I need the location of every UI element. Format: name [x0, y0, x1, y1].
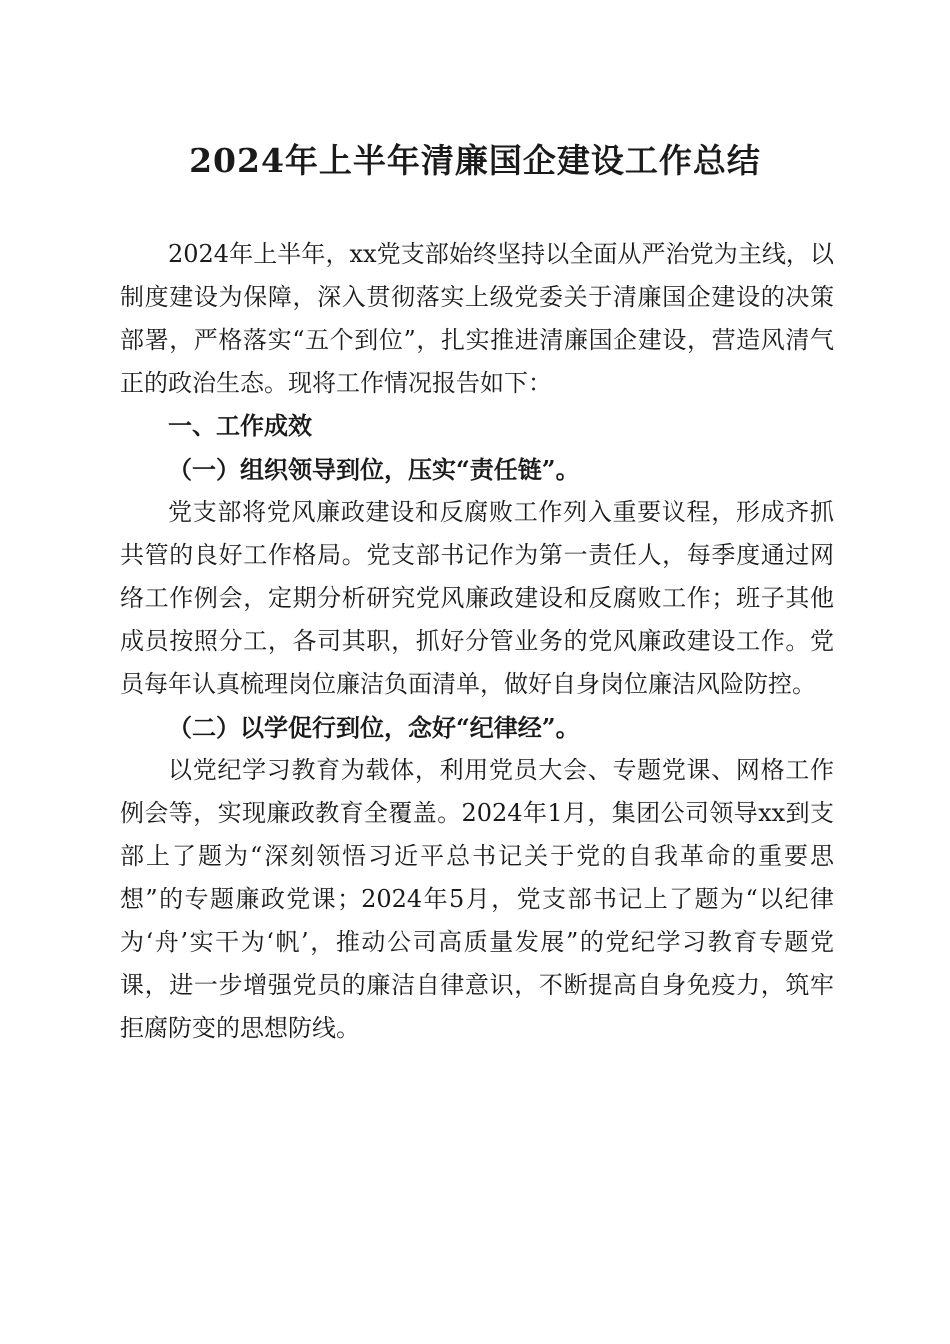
body-paragraph: 以党纪学习教育为载体，利用党员大会、专题党课、网格工作例会等，实现廉政教育全覆盖。2024年1月，集团公司领导xx到支部上了题为“深刻领悟习近平总书记关于党的自我革命的重要思想”的专题廉政党课；2024年5月，党支部书记上了题为“以纪律为‘舟’实干为‘帆’，推动公司高质量发展”的党纪学习教育专题党课，进一步增强党员的廉洁自律意识，不断提高自身免疫力，筑牢拒腐防变的思想防线。	[120, 756, 834, 1042]
body-paragraph: 党支部将党风廉政建设和反腐败工作列入重要议程，形成齐抓共管的良好工作格局。党支部书记作为第一责任人，每季度通过网络工作例会，定期分析研究党风廉政建设和反腐败工作；班子其他成员按照分工，各司其职，抓好分管业务的党风廉政建设工作。党员每年认真梳理岗位廉洁负面清单，做好自身岗位廉洁风险防控。	[120, 498, 834, 698]
section-heading: 一、工作成效	[168, 412, 312, 440]
subsection-heading: （二）以学促行到位，念好“纪律经”。	[168, 713, 580, 742]
document-title: 2024年上半年清廉国企建设工作总结	[189, 141, 761, 180]
intro-paragraph: 2024年上半年，xx党支部始终坚持以全面从严治党为主线，以制度建设为保障，深入贯彻落实上级党委关于清廉国企建设的决策部署，严格落实“五个到位”，扎实推进清廉国企建设，营造风清气正的政治生态。现将工作情况报告如下：	[120, 240, 834, 397]
subsection-heading: （一）组织领导到位，压实“责任链”。	[168, 455, 580, 484]
document-body	[120, 233, 834, 1050]
